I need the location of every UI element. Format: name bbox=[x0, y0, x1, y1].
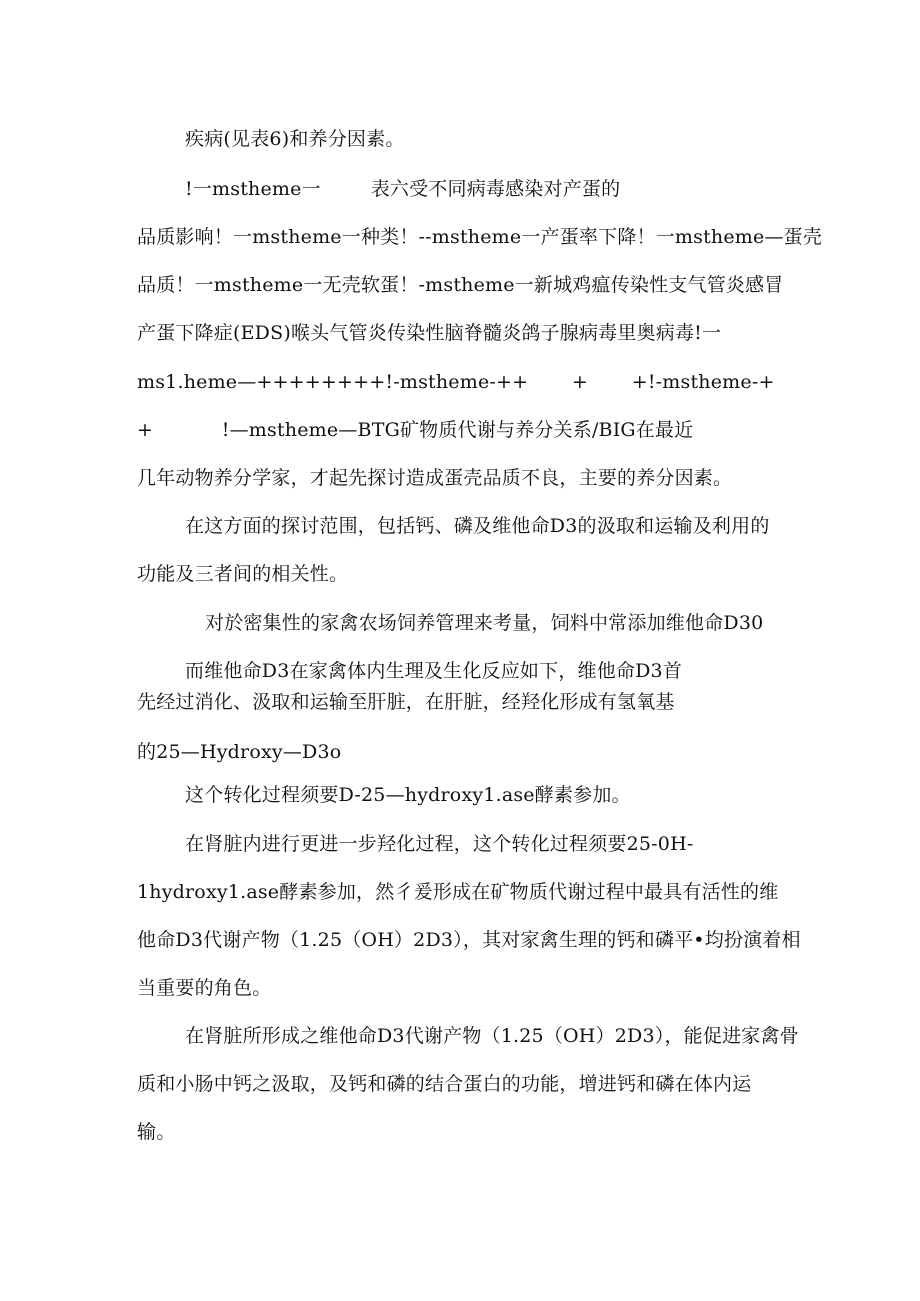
text-line-16: 在肾脏内进行更进一步羟化过程，这个转化过程须要25-0H- bbox=[185, 833, 694, 855]
text-line-6: ms1.heme—++++++++!-mstheme-++ + +!-mstheme-+ bbox=[137, 371, 775, 393]
text-line-19: 当重要的角色。 bbox=[137, 977, 272, 999]
text-line-17: 1hydroxy1.ase酵素参加，然彳爰形成在矿物质代谢过程中最具有活性的维 bbox=[137, 881, 779, 903]
text-line-11: 对於密集性的家禽农场饲养管理来考量，饲料中常添加维他命D30 bbox=[205, 612, 764, 634]
text-line-1: 疾病(见表6)和养分因素。 bbox=[185, 128, 405, 150]
text-line-12: 而维他命D3在家禽体内生理及生化反应如下，维他命D3首 bbox=[185, 660, 683, 682]
text-line-10: 功能及三者间的相关性。 bbox=[137, 563, 349, 585]
text-line-4: 品质！一mstheme一无壳软蛋！-mstheme一新城鸡瘟传染性支气管炎感冒 bbox=[137, 274, 784, 296]
text-line-21: 质和小肠中钙之汲取，及钙和磷的结合蛋白的功能，增进钙和磷在体内运 bbox=[137, 1073, 752, 1095]
text-line-5: 产蛋下降症(EDS)喉头气管炎传染性脑脊髓炎鸽子腺病毒里奥病毒!一 bbox=[137, 322, 722, 344]
text-line-3: 品质影响！一mstheme一种类！--mstheme一产蛋率下降！一mstheme—蛋壳 bbox=[137, 226, 823, 248]
text-line-2: !一mstheme一 表六受不同病毒感染对产蛋的 bbox=[185, 178, 621, 200]
text-line-7: + !—mstheme—BTG矿物质代谢与养分关系/BIG在最近 bbox=[137, 419, 694, 441]
text-line-14: 的25—Hydroxy—D3o bbox=[137, 741, 342, 763]
text-line-13: 先经过消化、汲取和运输至肝脏，在肝脏，经羟化形成有氢氧基 bbox=[137, 691, 675, 713]
text-line-15: 这个转化过程须要D-25—hydroxy1.ase酵素参加。 bbox=[185, 784, 631, 806]
text-line-9: 在这方面的探讨范围，包括钙、磷及维他命D3的汲取和运输及利用的 bbox=[185, 515, 770, 537]
text-line-22: 输。 bbox=[137, 1121, 176, 1143]
text-line-8: 几年动物养分学家，才起先探讨造成蛋壳品质不良，主要的养分因素。 bbox=[137, 467, 733, 489]
text-line-20: 在肾脏所形成之维他命D3代谢产物（1.25（OH）2D3），能促进家禽骨 bbox=[185, 1025, 799, 1047]
text-line-18: 他命D3代谢产物（1.25（OH）2D3），其对家禽生理的钙和磷平•均扮演着相 bbox=[137, 929, 801, 951]
